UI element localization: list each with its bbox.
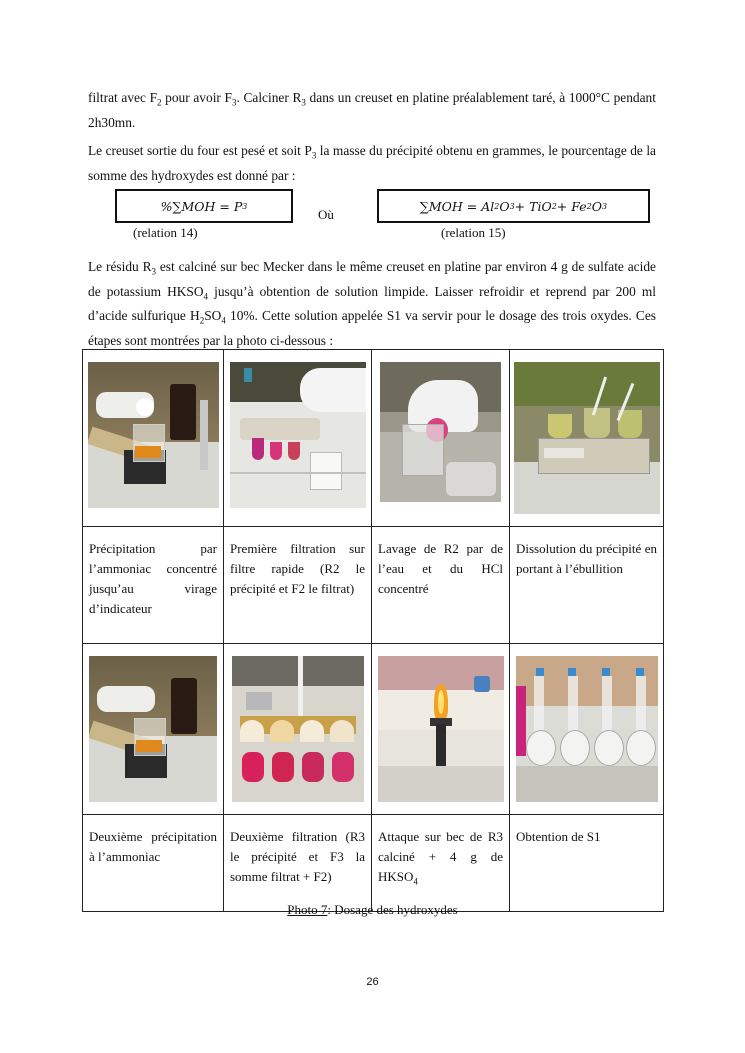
- photo-s1-solution: [516, 656, 658, 802]
- equation-connector: Où: [318, 207, 334, 222]
- photo-table: [82, 349, 664, 912]
- photo-cell-dissolution: [510, 350, 664, 527]
- caption-first-filtration: Première filtration sur filtre rapide (R2 le précipité et F2 le filtrat): [224, 527, 372, 644]
- equation-14-box: %∑MOH = P 3: [115, 189, 293, 223]
- photo-dissolution: [514, 362, 660, 514]
- relation-14-label: (relation 14): [133, 225, 198, 240]
- caption-second-filtration: Deuxième filtration (R3 le précipité et F3 la somme filtrat + F2): [224, 815, 372, 912]
- relation-15-label: (relation 15): [441, 225, 506, 240]
- photo-first-filtration: [230, 362, 366, 508]
- table-row-captions-1: [83, 527, 664, 644]
- photo-cell-second-precipitation: [83, 644, 224, 815]
- photo-second-precipitation: [89, 656, 217, 802]
- photo-washing: [380, 362, 501, 502]
- photo-precipitation: [88, 362, 219, 508]
- caption-precipitation: Précipitation par l’ammoniac concentré jusqu’au virage d’indicateur: [83, 527, 224, 644]
- table-row-photos-2: [83, 644, 664, 815]
- photo-cell-precipitation: [83, 350, 224, 527]
- caption-burner-attack: Attaque sur bec de R3 calciné + 4 g de $HKSO_4$: [372, 815, 510, 912]
- equation-15-box: ∑MOH = Al 2 O 3 + TiO 2 + Fe 2 O 3: [377, 189, 650, 223]
- page-number: 26: [366, 976, 379, 988]
- caption-washing: Lavage de R2 par de l’eau et du HCl concentré: [372, 527, 510, 644]
- paragraph-calcination: filtrat avec $F_2$ pour avoir $F_3$. Calciner $R_3$ dans un creuset en platine préalablement taré, à 1000°C pendant 2h30mn.: [88, 90, 656, 130]
- table-row-captions-2: [83, 815, 664, 912]
- photo-caption-text: : Dosage des hydroxydes: [327, 902, 458, 917]
- table-row-photos-1: [83, 350, 664, 527]
- photo-second-filtration: [232, 656, 364, 802]
- caption-dissolution: Dissolution du précipité en portant à l’ébullition: [510, 527, 664, 644]
- caption-second-precipitation: Deuxième précipitation à l’ammoniac: [83, 815, 224, 912]
- photo-cell-second-filtration: [224, 644, 372, 815]
- photo-caption: [0, 902, 745, 918]
- photo-cell-s1-solution: [510, 644, 664, 815]
- photo-cell-burner-attack: [372, 644, 510, 815]
- caption-s1-solution: Obtention de S1: [510, 815, 664, 912]
- paragraph-residue-attack: Le résidu $R_3$ est calciné sur bec Mecker dans le même creuset en platine par environ 4 g de sulfate acide de potassium $HKSO_4$ jusqu’à obtention de solution limpide. Laisser refroidir et reprend par 200 ml d’acide sulfurique $H_2SO_4$ 10%. Cette solution appelée S1 va servir pour le dosage des trois oxydes. Ces étapes sont montrées par la photo ci-dessous :: [88, 259, 657, 349]
- photo-burner-attack: [378, 656, 504, 802]
- photo-caption-label: Photo 7: [287, 902, 328, 917]
- photo-cell-first-filtration: [224, 350, 372, 527]
- paragraph-weighing: Le creuset sortie du four est pesé et soit $P_3$ la masse du précipité obtenu en grammes, le pourcentage de la somme des hydroxydes est donné par :: [88, 143, 656, 183]
- photo-cell-washing: [372, 350, 510, 527]
